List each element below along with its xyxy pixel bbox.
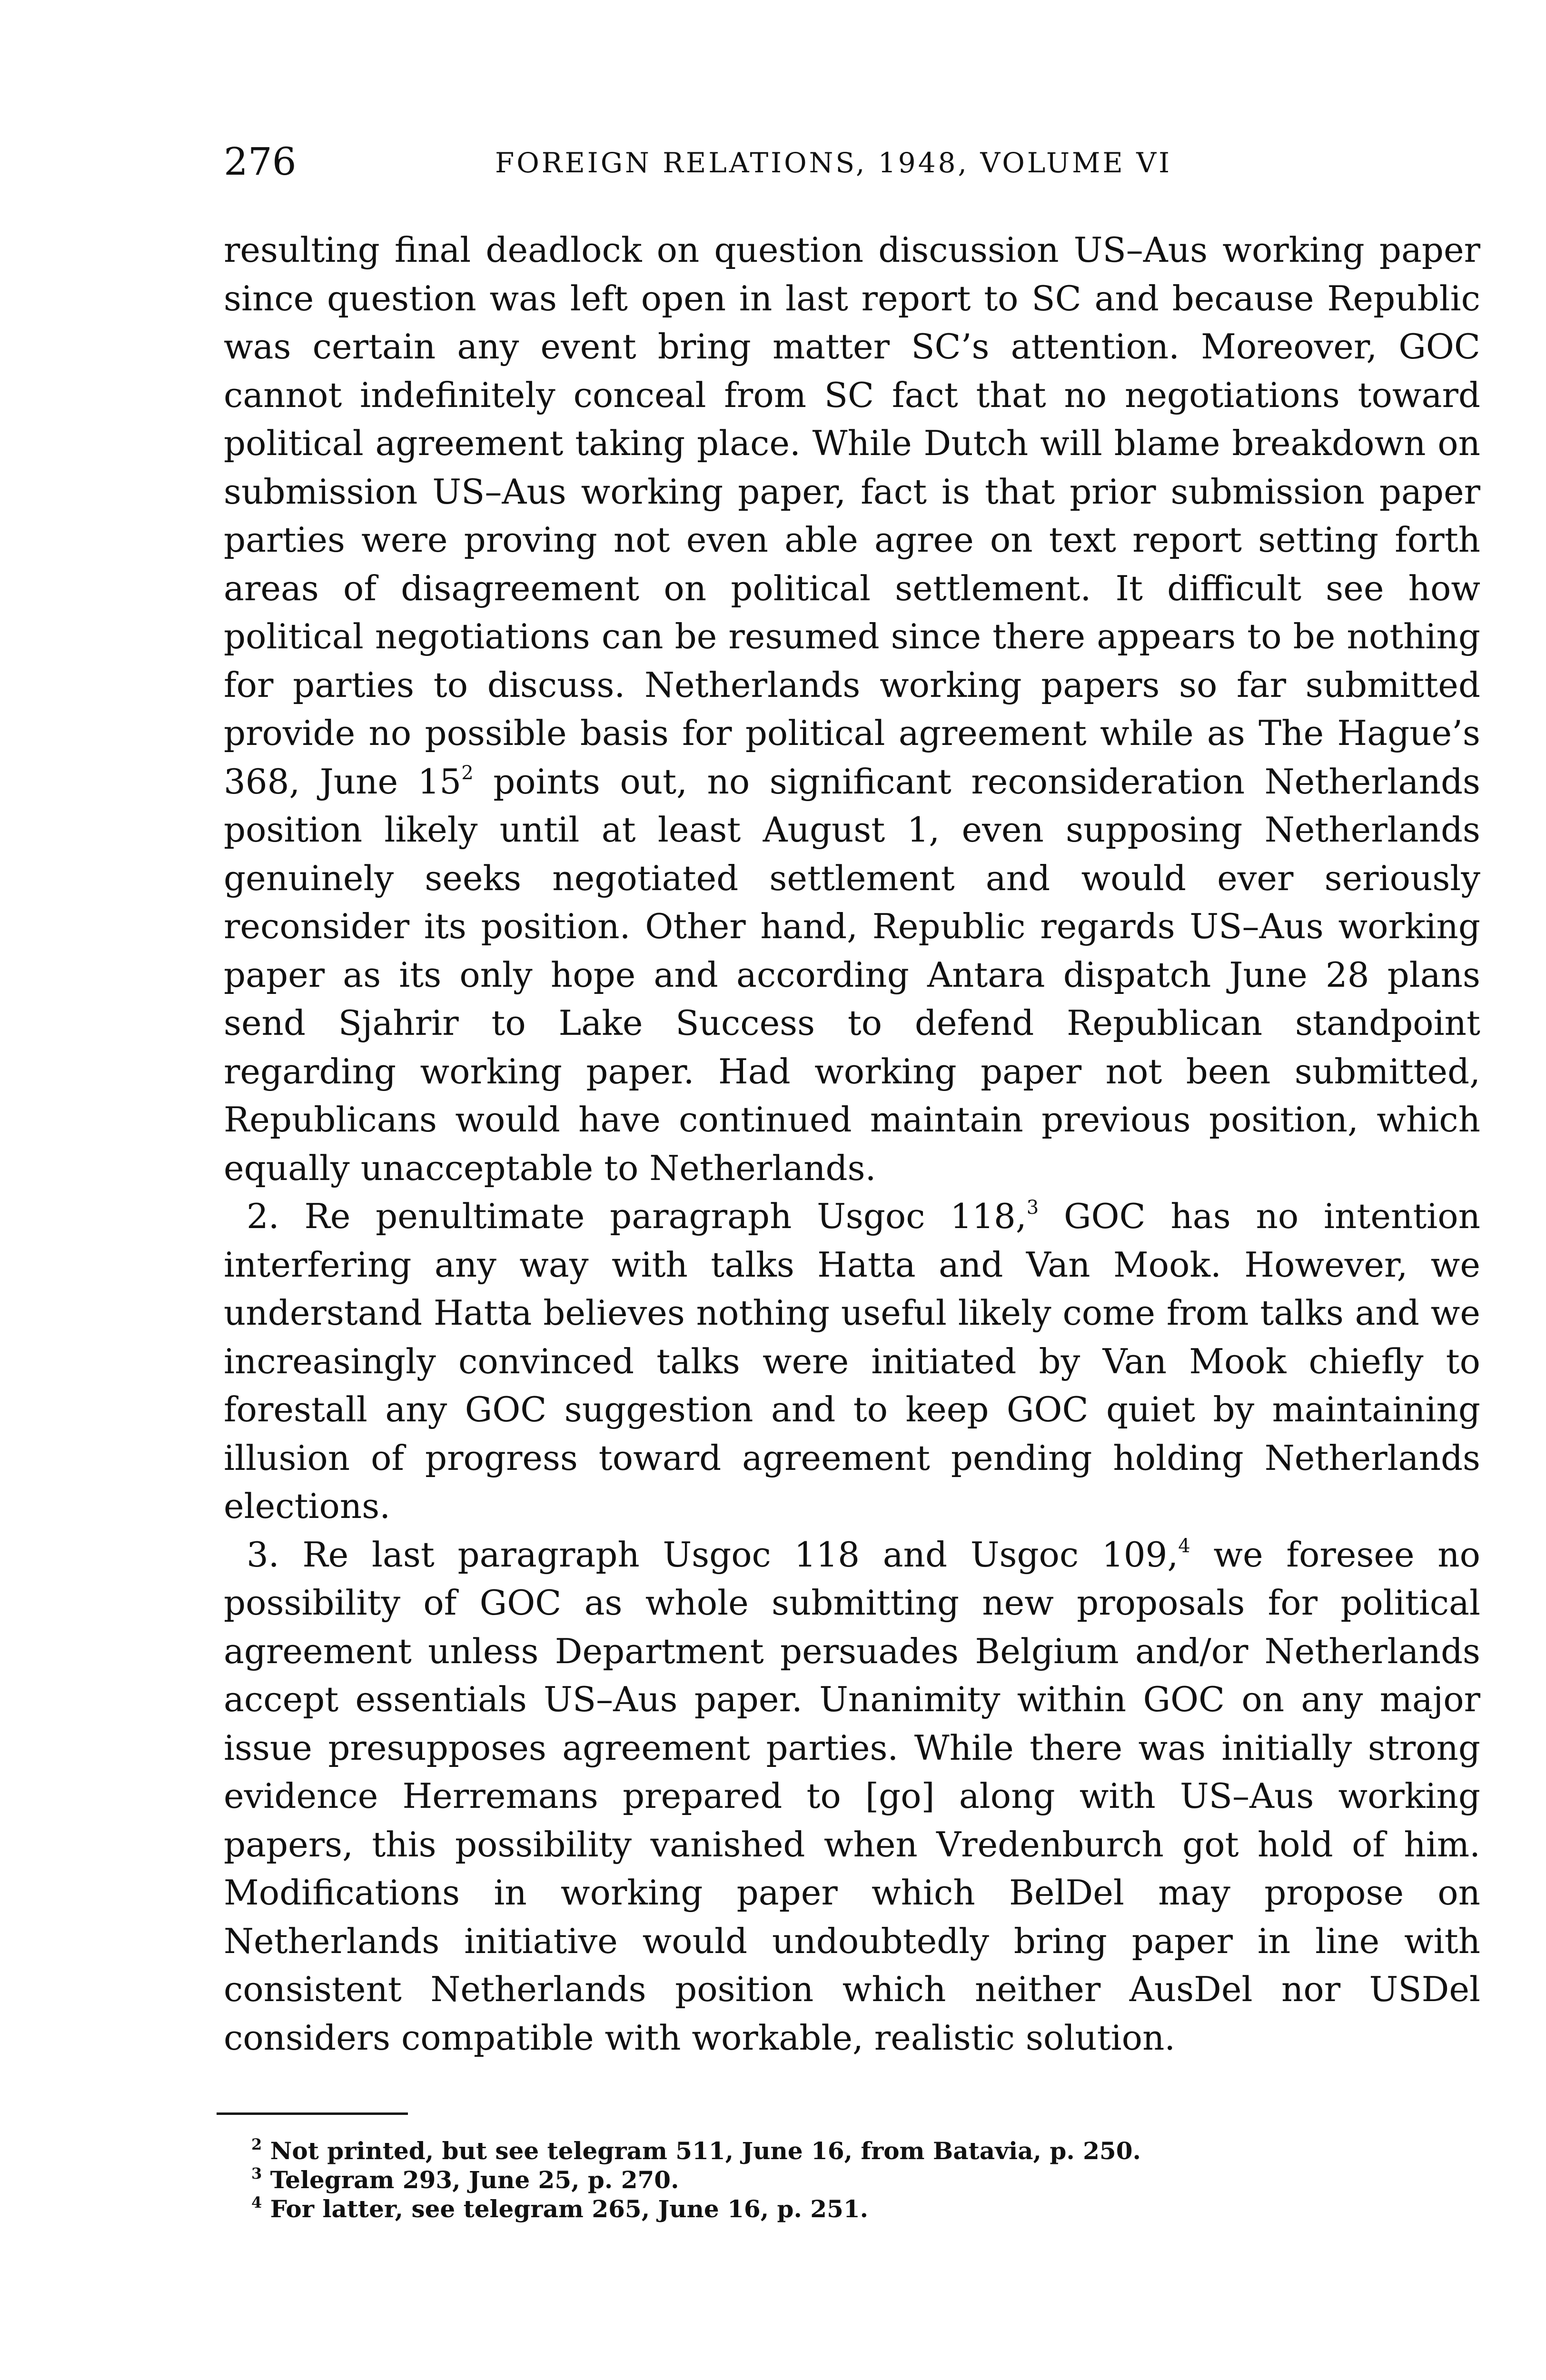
paragraph-2 bbox=[224, 1192, 1480, 1531]
footnote-mark: 3 bbox=[251, 2164, 262, 2182]
footnote-text: Telegram 293, June 25, p. 270. bbox=[262, 2166, 679, 2194]
footnote-mark: 4 bbox=[251, 2193, 262, 2211]
footnote bbox=[224, 2136, 1480, 2165]
body-text bbox=[224, 226, 1480, 2062]
page-number: 276 bbox=[224, 139, 297, 184]
running-head: FOREIGN RELATIONS, 1948, VOLUME VI bbox=[495, 147, 1172, 179]
paragraph-text: 3. Re last paragraph Usgoc 118 and Usgoc 109, bbox=[247, 1534, 1179, 1575]
footnote-mark: 2 bbox=[251, 2135, 262, 2153]
paragraph-text: GOC has no intention interfering any way with talks Hatta and Van Mook. However, we understand Hatta believes nothing useful likely come from talks and we increasingly convinced talks were initiated by Van Mook chiefly to forestall any GOC suggestion and to keep GOC quiet by maintaining illusion of progress toward agreement pending holding Netherlands elections. bbox=[224, 1196, 1481, 1526]
footnote-reference: 2 bbox=[461, 762, 474, 784]
footnote-divider bbox=[217, 2112, 408, 2115]
paragraph-text: resulting final deadlock on question discussion US–Aus working paper since question was left open in last report to SC and because Republic was certain any event bring matter SC’s attention. Moreover, GOC cannot indefinitely conceal from SC fact that no negotiations toward political agreement taking place. While Dutch will blame breakdown on submission US–Aus working paper, fact is that prior submission paper parties were proving not even able agree on text report setting forth areas of disagreement on political settlement. It difficult see how political negotiations can be resumed since there appears to be nothing for parties to discuss. Netherlands working papers so far submitted provide no possible basis for political agreement while as The Hague’s 368, June 15 bbox=[224, 230, 1480, 802]
paragraph-3 bbox=[224, 1531, 1480, 2063]
footnote bbox=[224, 2165, 1480, 2194]
page-header bbox=[224, 138, 1480, 195]
footnote-text: For latter, see telegram 265, June 16, p. 251. bbox=[262, 2195, 869, 2223]
paragraph-text: 2. Re penultimate paragraph Usgoc 118, bbox=[247, 1196, 1027, 1236]
footnote bbox=[224, 2194, 1480, 2223]
paragraph-text: we foresee no possibility of GOC as whole submitting new proposals for political agreement unless Department persuades Belgium and/or Netherlands accept essentials US–Aus paper. Unanimity within GOC on any major issue presupposes agreement parties. While there was initially strong evidence Herremans prepared to [go] along with US–Aus working papers, this possibility vanished when Vredenburch got hold of him. Modifications in working paper which BelDel may propose on Netherlands initiative would undoubtedly bring paper in line with consistent Netherlands position which neither AusDel nor USDel considers compatible with workable, realistic solution. bbox=[224, 1534, 1481, 2058]
footnotes bbox=[224, 2136, 1480, 2223]
footnote-reference: 3 bbox=[1026, 1197, 1039, 1219]
paragraph-continuation bbox=[224, 226, 1480, 1192]
paragraph-text: points out, no significant reconsideration Netherlands position likely until at least August 1, even supposing Netherlands genuinely seeks negotiated settlement and would ever seriously reconsider its position. Other hand, Republic regards US–Aus working paper as its only hope and according Antara dispatch June 28 plans send Sjahrir to Lake Success to defend Republican standpoint regarding working paper. Had working paper not been submitted, Republicans would have continued maintain previous position, which equally unacceptable to Netherlands. bbox=[224, 761, 1480, 1188]
footnote-reference: 4 bbox=[1178, 1535, 1190, 1557]
footnote-text: Not printed, but see telegram 511, June 16, from Batavia, p. 250. bbox=[262, 2137, 1141, 2165]
